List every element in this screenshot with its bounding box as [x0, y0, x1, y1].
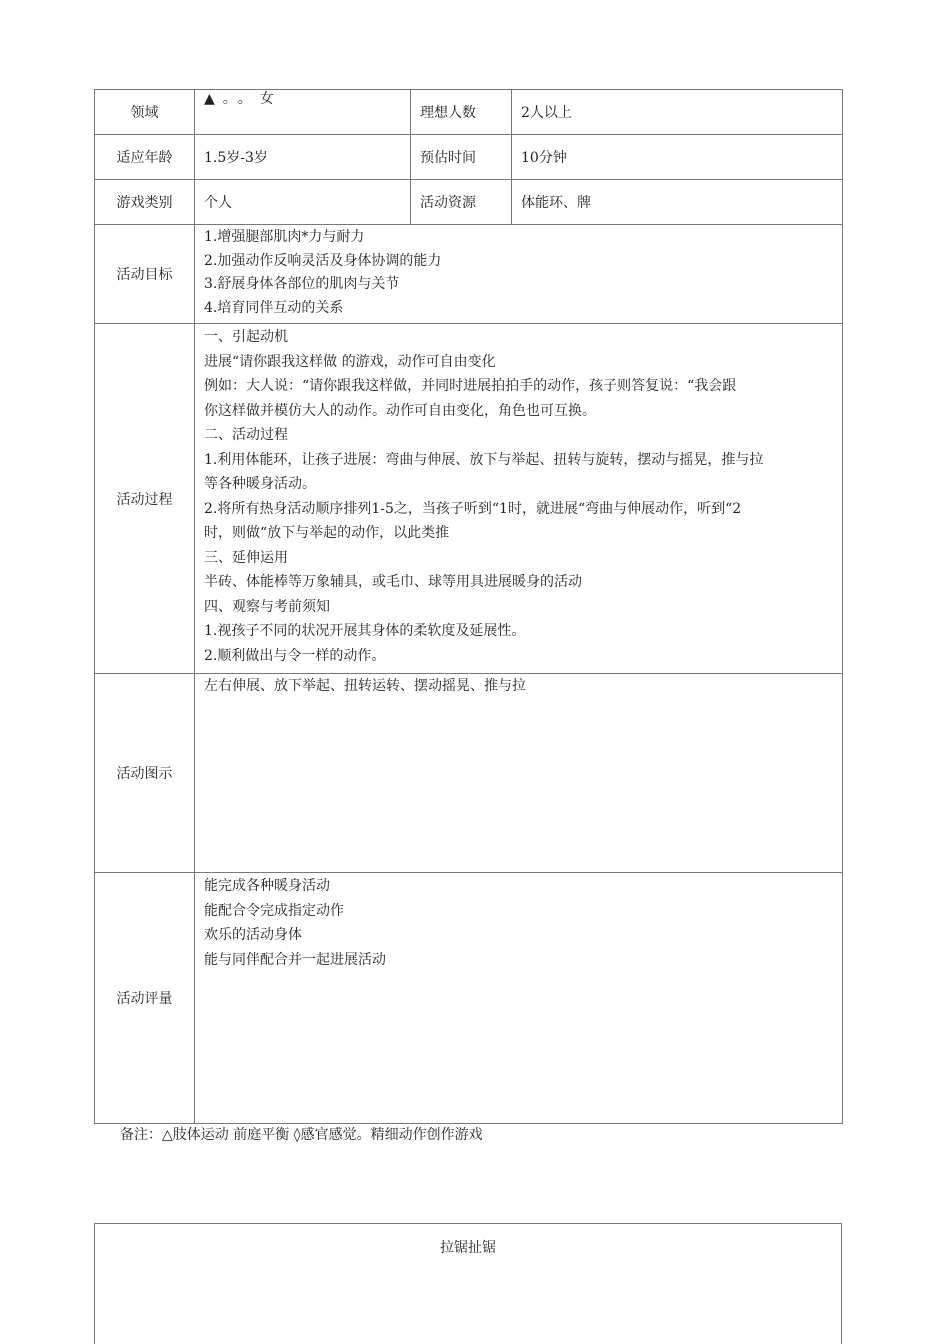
age-label: 适应年龄 [95, 135, 195, 180]
ideal-people-label: 理想人数 [411, 90, 512, 135]
process-label: 活动过程 [95, 324, 195, 674]
domain-mark: 女 [259, 91, 274, 107]
second-activity-title: 拉锯扯锯 [440, 1240, 496, 1256]
ideal-people-value: 2人以上 [512, 90, 843, 135]
domain-value [195, 90, 411, 135]
resource-value: 体能环、牌 [512, 180, 843, 225]
process-line: 一、引起动机 [204, 329, 288, 345]
domain-mark-icon: ▲ [204, 91, 215, 107]
process-line: 1.视孩子不同的状况开展其身体的柔软度及延展性。 [204, 623, 526, 639]
process-line: 2.将所有热身活动顺序排列1-5之，当孩子听到“1时，就进展“弯曲与伸展动作，听到“2 [204, 500, 742, 517]
process-line: 你这样做并模仿大人的动作。动作可自由变化，角色也可互换。 [204, 402, 596, 419]
process-line: 进展“请你跟我这样做 的游戏，动作可自由变化 [204, 353, 496, 370]
process-line: 半砖、体能棒等万象辅具，或毛巾、球等用具进展暖身的活动 [204, 574, 582, 590]
process-line: 二、活动过程 [204, 427, 288, 443]
time-value: 10分钟 [512, 135, 843, 180]
process-line: 三、延伸运用 [204, 549, 288, 566]
goal-item: 1.增强腿部肌肉*力与耐力 [204, 229, 365, 245]
domain-marks [204, 91, 282, 107]
goal-item: 2.加强动作反响灵活及身体协调的能力 [204, 252, 442, 269]
process-content [195, 324, 843, 674]
diagram-text: 左右伸展、放下举起、扭转运转、摆动摇晃、推与拉 [204, 678, 526, 694]
process-line: 1.利用体能环，让孩子进展：弯曲与伸展、放下与举起、扭转与旋转，摆动与摇晃，推与拉 [204, 451, 764, 468]
second-activity-table [94, 1223, 842, 1344]
notes: 备注：△肢体运动 前庭平衡 ◊感官感觉。精细动作创作游戏 [120, 1127, 483, 1143]
evaluation-item: 欢乐的活动身体 [204, 927, 302, 943]
process-line: 2.顺利做出与令一样的动作。 [204, 647, 386, 664]
evaluation-item: 能完成各种暖身活动 [204, 878, 330, 894]
resource-label: 活动资源 [411, 180, 512, 225]
diagram-content [195, 674, 843, 873]
goals-content [195, 225, 843, 324]
evaluation-item: 能与同伴配合并一起进展活动 [204, 951, 386, 968]
goal-item: 3.舒展身体各部位的肌肉与关节 [204, 276, 400, 292]
domain-label: 领域 [95, 90, 195, 135]
game-type-value: 个人 [195, 180, 411, 225]
diagram-label: 活动图示 [95, 674, 195, 873]
game-type-label: 游戏类别 [95, 180, 195, 225]
process-line: 四、观察与考前须知 [204, 598, 330, 615]
evaluation-label: 活动评量 [95, 873, 195, 1124]
goals-label: 活动目标 [95, 225, 195, 324]
evaluation-content [195, 873, 843, 1124]
process-line: 等各种暖身活动。 [204, 476, 316, 492]
evaluation-item: 能配合令完成指定动作 [204, 902, 344, 919]
age-value: 1.5岁-3岁 [195, 135, 411, 180]
process-line: 时，则做“放下与举起的动作，以此类推 [204, 525, 450, 541]
activity-table [94, 89, 843, 1124]
domain-mark: 。 [237, 91, 252, 107]
domain-mark: 。 [222, 91, 230, 107]
process-line: 例如：大人说：“请你跟我这样做，并同时进展拍拍手的动作，孩子则答复说：“我会跟 [204, 378, 737, 394]
time-label: 预估时间 [411, 135, 512, 180]
goal-item: 4.培育同伴互动的关系 [204, 299, 344, 316]
